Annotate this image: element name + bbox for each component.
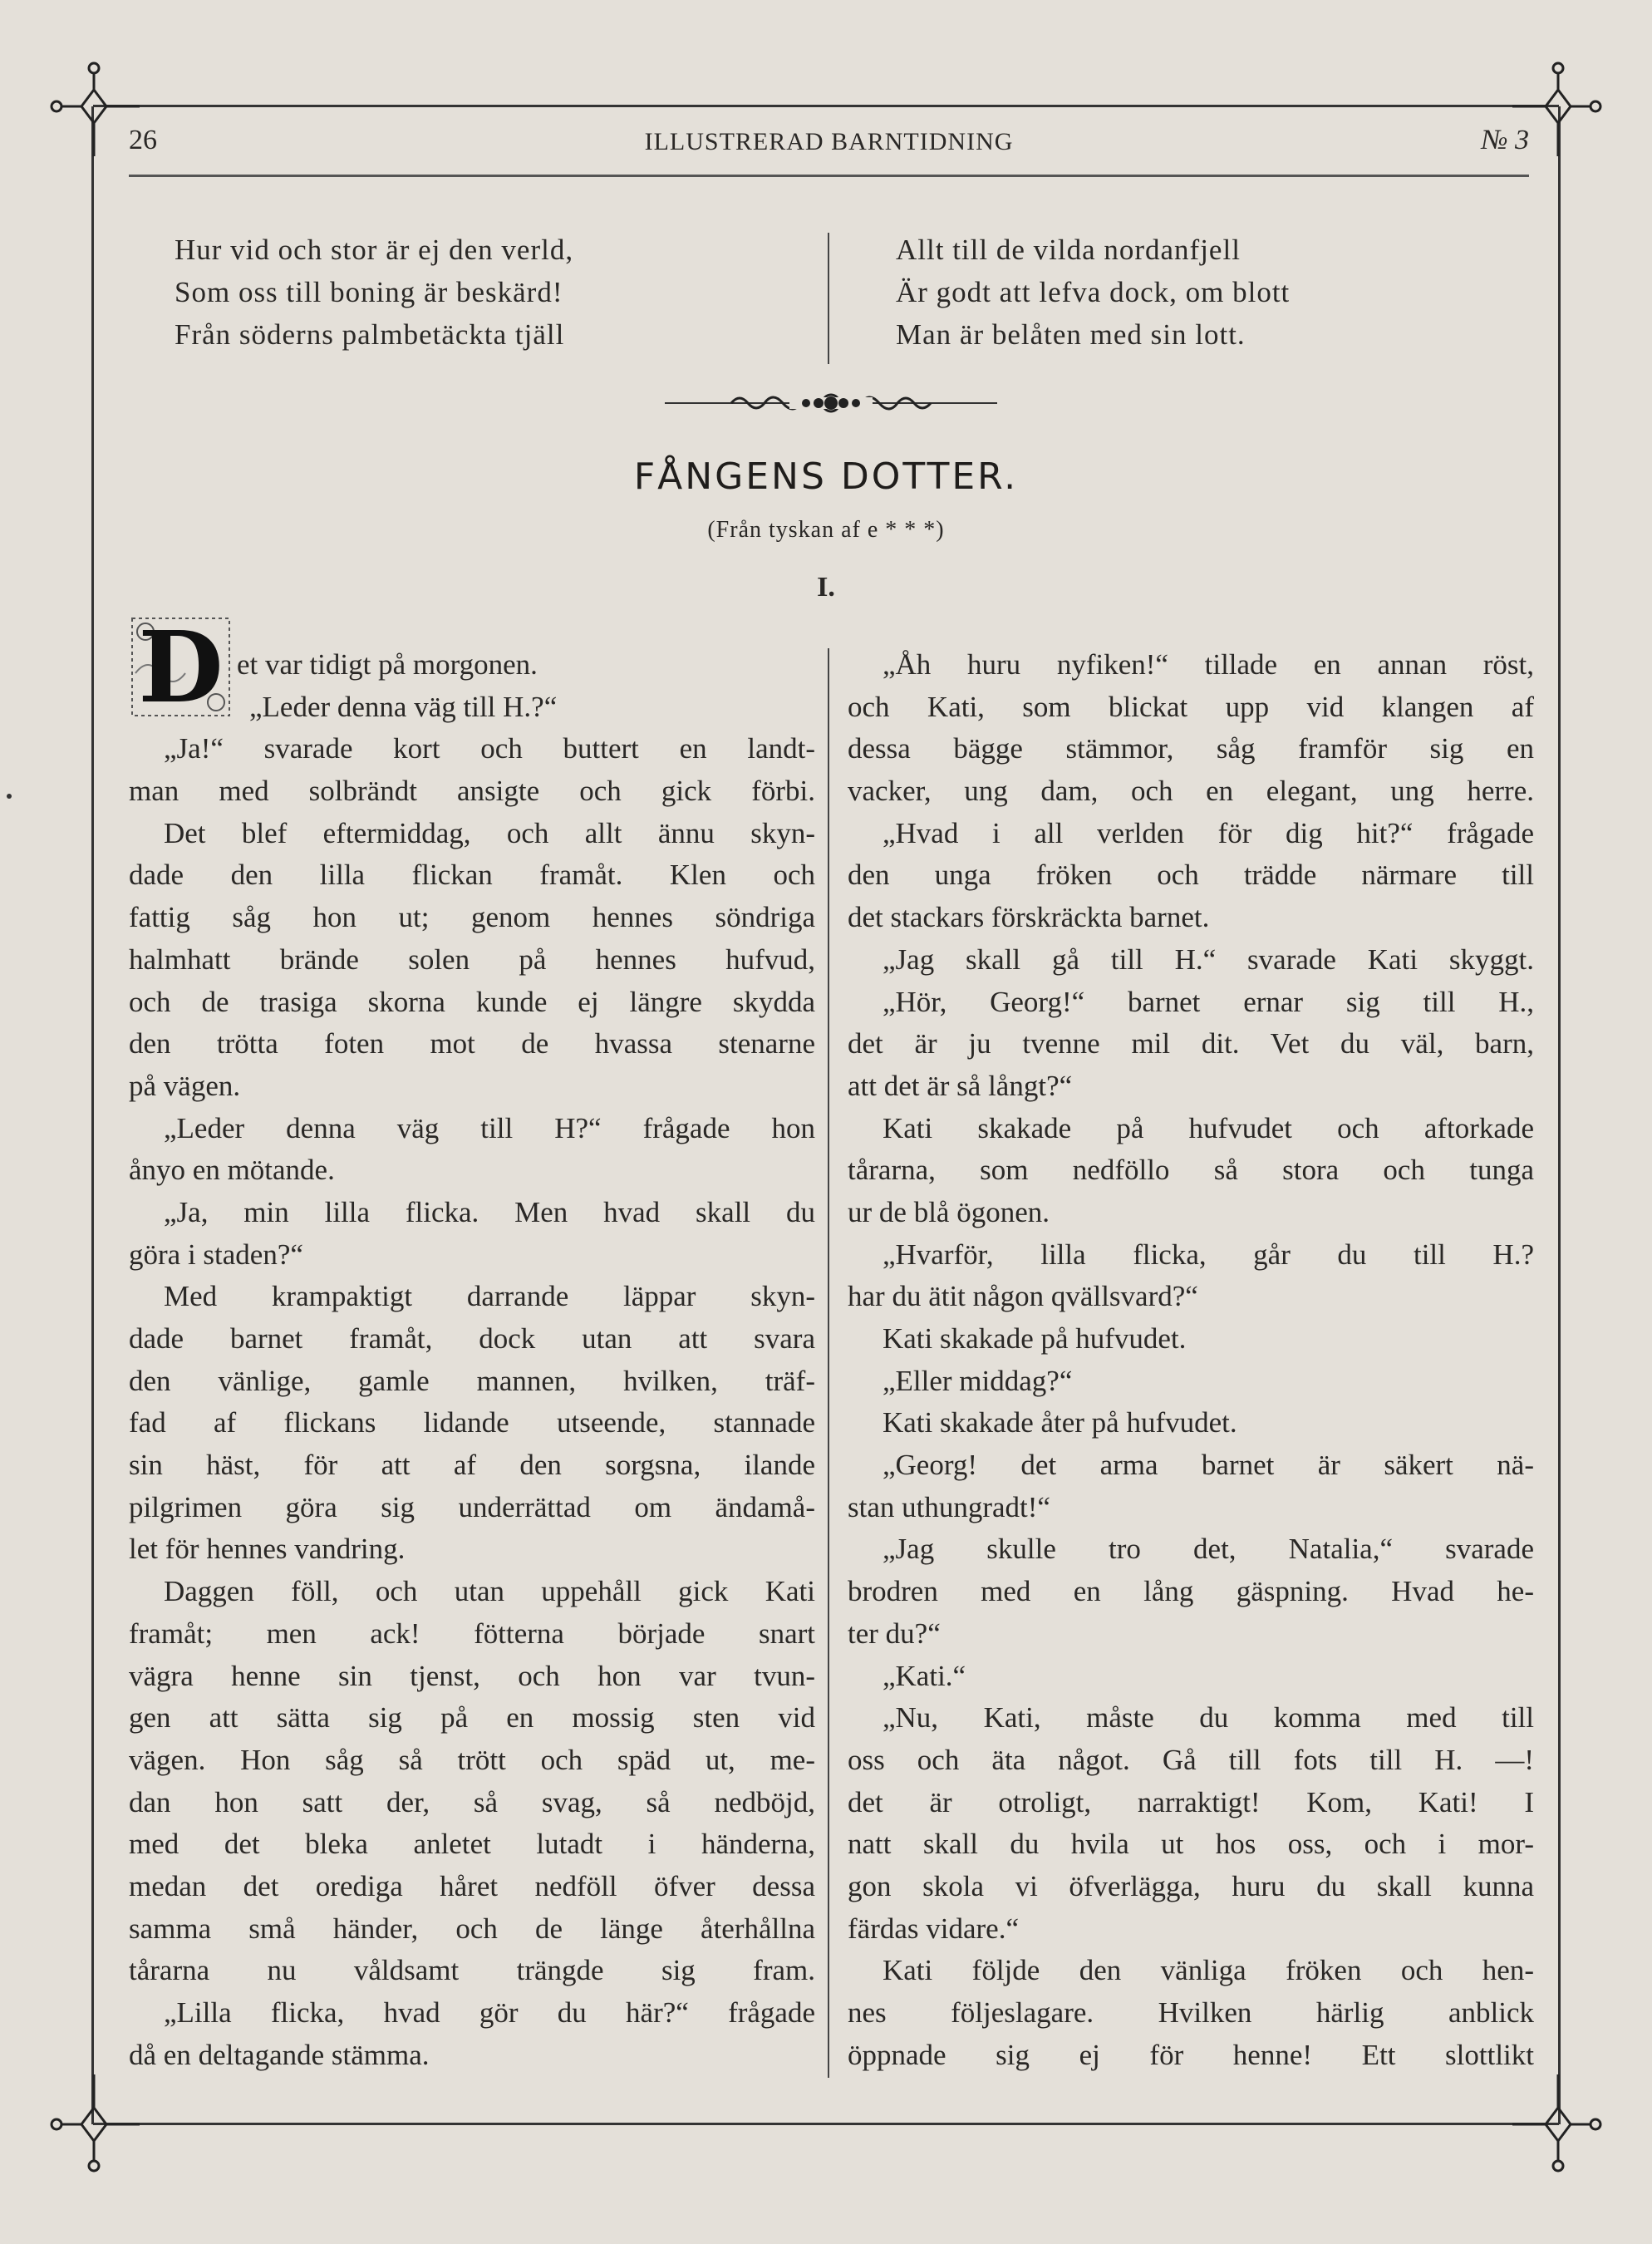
text-line: dessa bägge stämmor, såg framför sig en	[848, 732, 1534, 765]
issue-number: № 3	[1481, 125, 1529, 155]
text-line: Kati skakade på hufvudet och aftorkade	[883, 1111, 1534, 1144]
text-line: vägen. Hon såg så trött och späd ut, me-	[129, 1743, 815, 1776]
text-line: samma små händer, och de länge återhållna	[129, 1912, 815, 1945]
text-line: „Leder denna väg till H.?“	[249, 690, 558, 723]
text-line: pilgrimen göra sig underrättad om ändamå-	[129, 1490, 815, 1523]
frame-bottom-line	[93, 2123, 1559, 2125]
text-line: „Lilla flicka, hvad gör du här?“ frågade	[164, 1996, 815, 2029]
text-line: „Nu, Kati, måste du komma med till	[883, 1701, 1534, 1735]
text-line: ur de blå ögonen.	[848, 1195, 1050, 1228]
text-line: har du ätit någon qvällsvard?“	[848, 1280, 1198, 1313]
text-line: den trötta foten mot de hvassa stenarne	[129, 1027, 815, 1060]
text-line: fattig såg hon ut; genom hennes söndriga	[129, 901, 815, 934]
text-line: „Georg! det arma barnet är säkert nä-	[883, 1449, 1534, 1482]
poem-right	[896, 229, 1290, 356]
corner-ornament-icon	[48, 57, 140, 156]
text-line: oss och äta något. Gå till fots till H. —!	[848, 1743, 1534, 1776]
text-line: brodren med en lång gäspning. Hvad he-	[848, 1575, 1534, 1608]
left-column	[129, 644, 815, 2076]
text-line: framåt; men ack! fötterna började snart	[129, 1617, 815, 1650]
text-line: ter du?“	[848, 1617, 941, 1650]
text-line: gen att sätta sig på en mossig sten vid	[129, 1701, 815, 1735]
text-line: med det bleka anletet lutadt i händerna,	[129, 1828, 815, 1861]
text-line: „Eller middag?“	[883, 1364, 1073, 1397]
text-line: dade den lilla flickan framåt. Klen och	[129, 859, 815, 892]
text-line: man med solbrändt ansigte och gick förbi.	[129, 775, 815, 808]
text-line: att det är så långt?“	[848, 1069, 1073, 1102]
text-line: „Hvad i all verlden för dig hit?“ frågade	[883, 816, 1534, 849]
poem-line: Är godt att lefva dock, om blott	[896, 276, 1291, 308]
text-line: tårarna, som nedföllo så stora och tunga	[848, 1154, 1534, 1187]
text-line: färdas vidare.“	[848, 1912, 1019, 1945]
text-line: dade barnet framåt, dock utan att svara	[129, 1322, 815, 1355]
corner-ornament-icon	[1512, 2074, 1604, 2182]
text-line: och de trasiga skorna kunde ej längre skydda	[129, 985, 815, 1018]
frame-top-line	[93, 105, 1559, 107]
poem-left	[175, 229, 573, 356]
text-line: Kati skakade på hufvudet.	[883, 1322, 1187, 1355]
text-line: halmhatt brände solen på hennes hufvud,	[129, 942, 815, 976]
text-line: Daggen föll, och utan uppehåll gick Kati	[164, 1575, 815, 1608]
page-number: 26	[129, 125, 157, 155]
column-divider	[828, 648, 829, 2078]
text-line: på vägen.	[129, 1069, 241, 1102]
poem-line: Allt till de vilda nordanfjell	[896, 234, 1241, 266]
text-line: „Leder denna väg till H?“ frågade hon	[164, 1111, 815, 1144]
poem-line: Hur vid och stor är ej den verld,	[175, 234, 574, 266]
text-line: Det blef eftermiddag, och allt ännu skyn-	[164, 816, 815, 849]
text-line: göra i staden?“	[129, 1238, 303, 1271]
text-line: fad af flickans lidande utseende, stannade	[129, 1406, 815, 1439]
poem-line: Från söderns palmbetäckta tjäll	[175, 318, 565, 351]
text-line: öppnade sig ej för henne! Ett slottlikt	[848, 2038, 1534, 2071]
text-line: nes följeslagare. Hvilken härlig anblick	[848, 1996, 1534, 2029]
frame-right-line	[1558, 106, 1561, 2124]
running-header	[129, 125, 1529, 161]
poem-line: Som oss till boning är beskärd!	[175, 276, 563, 308]
text-line: det är ju tvenne mil dit. Vet du väl, barn,	[848, 1027, 1534, 1060]
frame-left-line	[91, 106, 94, 2124]
chapter-number: I.	[817, 572, 835, 603]
text-line: dan hon satt der, så svag, så nedböjd,	[129, 1785, 815, 1818]
poem-line: Man är belåten med sin lott.	[896, 318, 1246, 351]
text-line: „Hör, Georg!“ barnet ernar sig till H.,	[883, 985, 1534, 1018]
text-line: den vänlige, gamle mannen, hvilken, träf-	[129, 1364, 815, 1397]
text-line: „Ja!“ svarade kort och buttert en landt-	[164, 732, 815, 765]
text-line: då en deltagande stämma.	[129, 2038, 430, 2071]
text-line: „Ja, min lilla flicka. Men hvad skall du	[164, 1195, 815, 1228]
text-line: „Åh huru nyfiken!“ tillade en annan röst,	[883, 648, 1534, 681]
text-line: gon skola vi öfverlägga, huru du skall kunna	[848, 1869, 1534, 1902]
text-line: tårarna nu våldsamt trängde sig fram.	[129, 1954, 815, 1987]
text-line: medan det orediga håret nedföll öfver dessa	[129, 1869, 815, 1902]
margin-mark	[7, 794, 12, 799]
ornament-divider-icon	[665, 386, 997, 420]
text-line: natt skall du hvila ut hos oss, och i mor-	[848, 1828, 1534, 1861]
text-line: ånyo en mötande.	[129, 1154, 335, 1187]
text-line: let för hennes vandring.	[129, 1533, 406, 1566]
drop-cap-letter: D	[138, 609, 224, 725]
text-line: vägra henne sin tjenst, och hon var tvun-	[129, 1659, 815, 1692]
journal-title: ILLUSTRERAD BARNTIDNING	[644, 128, 1014, 155]
text-line: och Kati, som blickat upp vid klangen af	[848, 690, 1534, 723]
text-line: Med krampaktigt darrande läppar skyn-	[164, 1280, 815, 1313]
text-line: Kati skakade åter på hufvudet.	[883, 1406, 1237, 1439]
text-line: det är otroligt, narraktigt! Kom, Kati! I	[848, 1785, 1534, 1818]
text-line: Kati följde den vänliga fröken och hen-	[883, 1954, 1534, 1987]
text-line: det stackars förskräckta barnet.	[848, 901, 1210, 934]
text-line: stan uthungradt!“	[848, 1490, 1050, 1523]
right-column	[848, 644, 1534, 2076]
text-line: „Jag skulle tro det, Natalia,“ svarade	[883, 1533, 1534, 1566]
text-line: vacker, ung dam, och en elegant, ung herre.	[848, 775, 1534, 808]
text-line: et var tidigt på morgonen.	[237, 648, 538, 681]
text-line: „Hvarför, lilla flicka, går du till H.?	[883, 1238, 1534, 1271]
header-rule	[129, 175, 1529, 177]
text-line: den unga fröken och trädde närmare till	[848, 859, 1534, 892]
text-line: sin häst, för att af den sorgsna, ilande	[129, 1449, 815, 1482]
poem-divider	[828, 233, 829, 364]
article-title: FÅNGENS DOTTER.	[633, 455, 1019, 498]
text-line: „Kati.“	[883, 1659, 966, 1692]
corner-ornament-icon	[48, 2074, 140, 2182]
article-subtitle: (Från tyskan af e * * *)	[707, 517, 945, 543]
text-line: „Jag skall gå till H.“ svarade Kati skyggt.	[883, 942, 1534, 976]
